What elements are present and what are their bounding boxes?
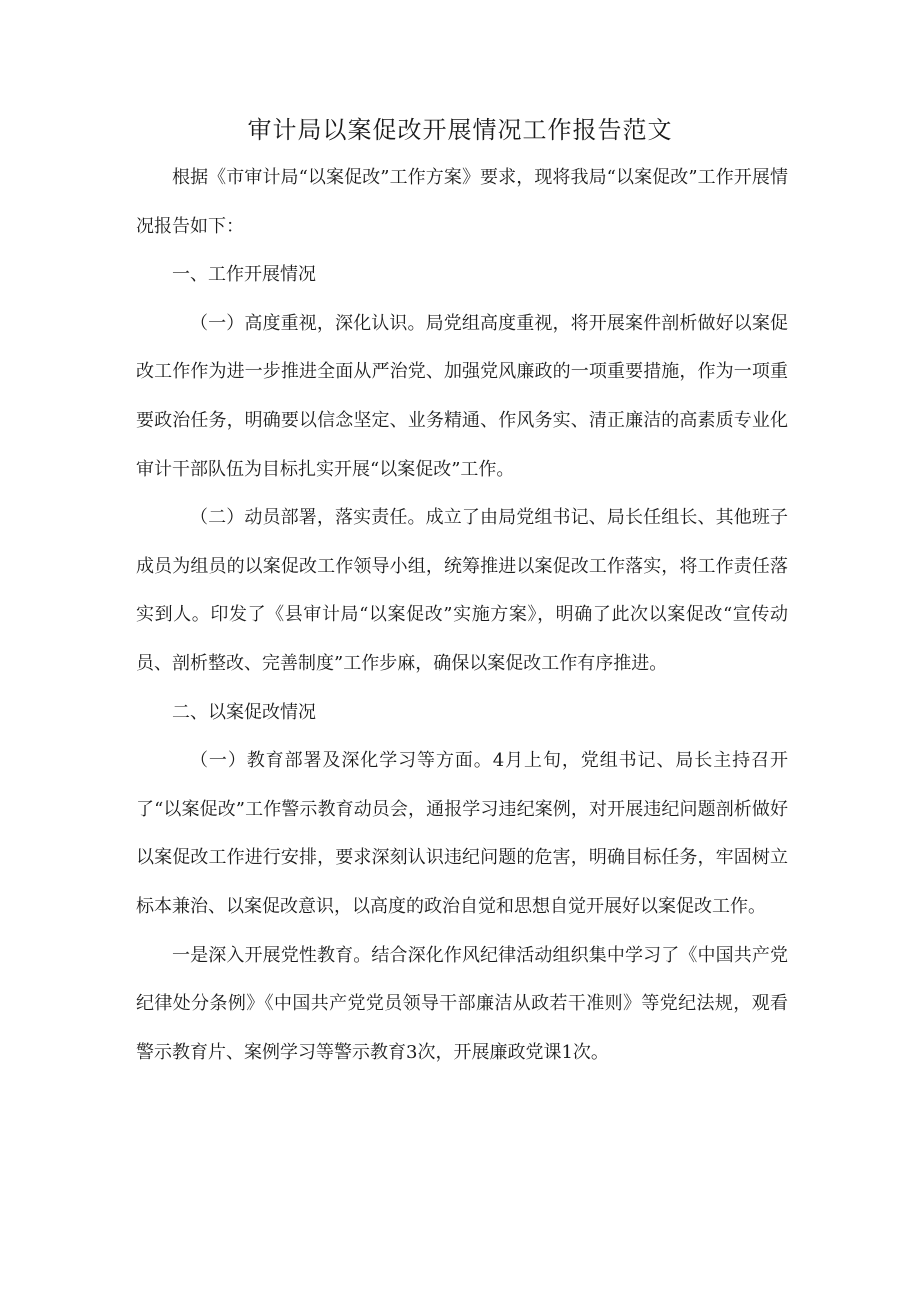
section-1-item-1: （一）高度重视，深化认识。局党组高度重视，将开展案件剖析做好以案促改工作作为进一步推进全面从严治党、加强党风廉政的一项重要措施，作为一项重要政治任务，明确要以信念坚定、业务精通、作风务实、清正廉洁的高素质专业化审计干部队伍为目标扎实开展“以案促改”工作。 bbox=[136, 312, 788, 480]
section-1-heading: 一、工作开展情况 bbox=[172, 264, 316, 286]
intro-paragraph: 根据《市审计局“以案促改”工作方案》要求，现将我局“以案促改”工作开展情况报告如下： bbox=[136, 167, 788, 237]
document-title: 审计局以案促改开展情况工作报告范文 bbox=[247, 116, 673, 144]
section-2-point-1: 一是深入开展党性教育。结合深化作风纪律活动组织集中学习了《中国共产党纪律处分条例》《中国共产党党员领导干部廉洁从政若干准则》等党纪法规，观看警示教育片、案例学习等警示教育3次，开展廉政党课1次。 bbox=[136, 944, 788, 1063]
section-2-heading: 二、以案促改情况 bbox=[172, 701, 316, 723]
section-2-item-1: （一）教育部署及深化学习等方面。4月上旬，党组书记、局长主持召开了“以案促改”工作警示教育动员会，通报学习违纪案例，对开展违纪问题剖析做好以案促改工作进行安排，要求深刻认识违纪问题的危害，明确目标任务，牢固树立标本兼治、以案促改意识，以高度的政治自觉和思想自觉开展好以案促改工作。 bbox=[136, 750, 788, 917]
document-body bbox=[136, 154, 788, 1077]
section-1-item-2: （二）动员部署，落实责任。成立了由局党组书记、局长任组长、其他班子成员为组员的以案促改工作领导小组，统筹推进以案促改工作落实，将工作责任落实到人。印发了《县审计局“以案促改”实施方案》，明确了此次以案促改“宣传动员、剖析整改、完善制度”工作步麻，确保以案促改工作有序推进。 bbox=[136, 507, 788, 674]
